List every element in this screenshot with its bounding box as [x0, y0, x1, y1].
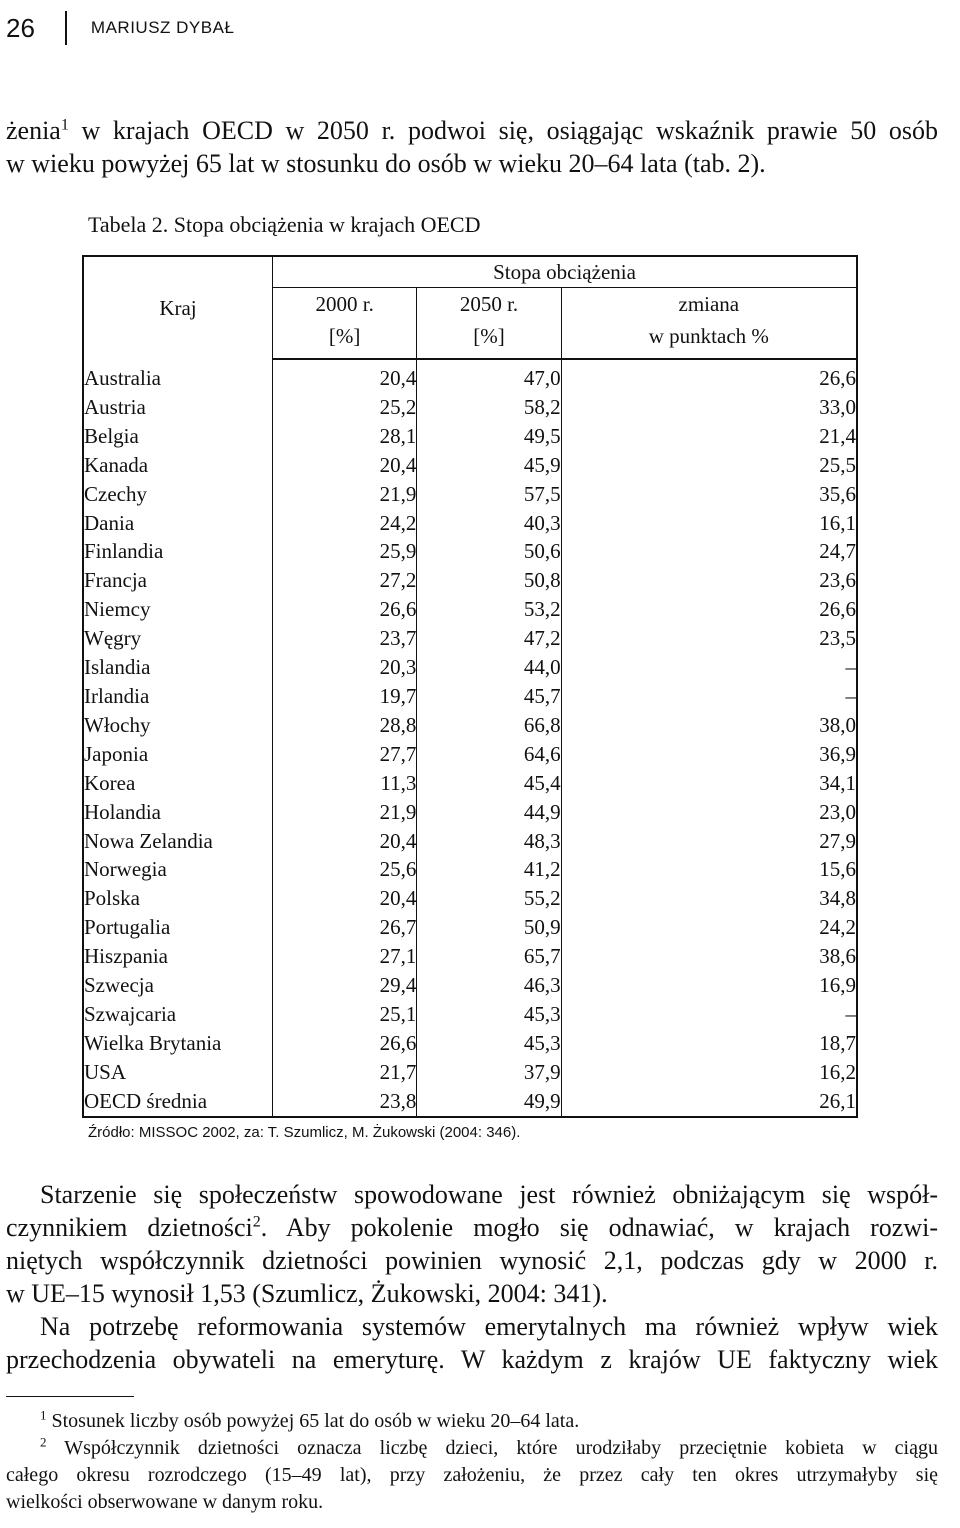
value-2000-cell: 24,2	[379, 510, 417, 535]
table-row	[83, 480, 857, 509]
table-row	[83, 595, 857, 624]
value-2000-cell: 26,7	[379, 915, 417, 940]
change-cell: 26,6	[819, 597, 856, 622]
country-cell: Węgry	[83, 624, 273, 653]
change-cell: 23,6	[819, 568, 856, 593]
value-2000-cell: 25,9	[379, 539, 417, 564]
country-cell: Włochy	[83, 711, 273, 740]
header-divider	[65, 11, 67, 45]
country-cell: USA	[83, 1058, 273, 1087]
data-table	[82, 255, 858, 1118]
country-cell: Dania	[83, 509, 273, 538]
author-name: MARIUSZ DYBAŁ	[90, 18, 235, 37]
country-cell: Nowa Zelandia	[83, 827, 273, 856]
change-cell: –	[845, 683, 856, 708]
value-2000-cell: 20,4	[379, 452, 417, 477]
header-2000: 2000 r. [%]	[273, 288, 417, 360]
footnote-divider	[6, 1396, 134, 1397]
table-row	[83, 711, 857, 740]
body-line: czynnikiem dzietności$^2$. Aby pokolenie mogło się odnawiać, w krajach rozwi-	[6, 1213, 939, 1242]
change-cell: –	[845, 655, 856, 680]
value-2000-cell: 27,2	[379, 568, 417, 593]
change-cell: 34,1	[819, 770, 856, 795]
intro-paragraph	[6, 114, 938, 180]
value-2050-cell: 65,7	[417, 942, 561, 971]
value-2000-cell: 11,3	[380, 770, 417, 795]
country-cell: Wielka Brytania	[83, 1029, 273, 1058]
table-body	[83, 359, 857, 1117]
change-cell: 26,6	[819, 366, 856, 390]
country-cell: Czechy	[83, 480, 273, 509]
value-2000-cell: 20,4	[379, 886, 417, 911]
value-2050-cell: 50,6	[417, 537, 561, 566]
change-cell: 24,7	[819, 539, 856, 564]
table-row	[83, 1029, 857, 1058]
value-2050-cell: 45,4	[417, 769, 561, 798]
country-cell: Korea	[83, 769, 273, 798]
change-cell: 21,4	[819, 423, 856, 448]
body-line: niętych współczynnik dzietności powinien wynosić 2,1, podczas gdy w 2000 r.	[6, 1246, 938, 1275]
value-2050-cell: 47,0	[417, 359, 561, 393]
country-cell: Francja	[83, 566, 273, 595]
value-2050-cell: 49,9	[417, 1087, 561, 1117]
header-2050: 2050 r. [%]	[417, 288, 561, 360]
table-row	[83, 1087, 857, 1117]
table-row	[83, 798, 857, 827]
change-cell: 33,0	[819, 394, 856, 419]
value-2050-cell: 64,6	[417, 740, 561, 769]
country-cell: Austria	[83, 393, 273, 422]
value-2000-cell: 20,4	[379, 366, 417, 390]
change-cell: 25,5	[819, 452, 856, 477]
table-row	[83, 624, 857, 653]
value-2050-cell: 58,2	[417, 393, 561, 422]
change-cell: 16,2	[819, 1059, 856, 1084]
change-cell: 27,9	[819, 828, 856, 853]
value-2000-cell: 19,7	[379, 683, 417, 708]
table-row	[83, 422, 857, 451]
table-row	[83, 359, 857, 393]
body-paragraphs	[6, 1178, 938, 1376]
table-row	[83, 855, 857, 884]
country-cell: Portugalia	[83, 913, 273, 942]
body-line: Na potrzebę reformowania systemów emerytalnych ma również wpływ wiek	[40, 1312, 938, 1341]
table-row	[83, 393, 857, 422]
footnotes	[6, 1408, 938, 1516]
header-change: zmiana w punktach %	[561, 288, 857, 360]
table-row	[83, 740, 857, 769]
table-row	[83, 537, 857, 566]
value-2000-cell: 21,7	[379, 1059, 417, 1084]
value-2000-cell: 21,9	[379, 799, 417, 824]
intro-line: w wieku powyżej 65 lat w stosunku do osób w wieku 20–64 lata (tab. 2).	[6, 149, 766, 178]
change-cell: 24,2	[819, 915, 856, 940]
table-row	[83, 769, 857, 798]
country-cell: Irlandia	[83, 682, 273, 711]
value-2050-cell: 45,3	[417, 1029, 561, 1058]
value-2000-cell: 25,2	[379, 394, 417, 419]
change-cell: 26,1	[819, 1088, 856, 1113]
value-2050-cell: 53,2	[417, 595, 561, 624]
footnote-ref: 2	[252, 1213, 261, 1231]
value-2050-cell: 66,8	[417, 711, 561, 740]
value-2000-cell: 23,8	[379, 1088, 417, 1113]
table-source: Źródło: MISSOC 2002, za: T. Szumlicz, M. Żukowski (2004: 346).	[88, 1124, 521, 1141]
table-row	[83, 682, 857, 711]
table-row	[83, 884, 857, 913]
change-cell: 15,6	[819, 857, 856, 882]
header-group: Stopa obciążenia	[273, 256, 858, 288]
country-cell: Hiszpania	[83, 942, 273, 971]
change-cell: 18,7	[819, 1030, 856, 1055]
country-cell: Japonia	[83, 740, 273, 769]
value-2050-cell: 44,9	[417, 798, 561, 827]
value-2050-cell: 48,3	[417, 827, 561, 856]
value-2000-cell: 28,8	[379, 712, 417, 737]
table-row	[83, 1058, 857, 1087]
table-row	[83, 942, 857, 971]
value-2000-cell: 26,6	[379, 1030, 417, 1055]
value-2050-cell: 37,9	[417, 1058, 561, 1087]
country-cell: Kanada	[83, 451, 273, 480]
table-row	[83, 451, 857, 480]
value-2050-cell: 55,2	[417, 884, 561, 913]
change-cell: –	[845, 1001, 856, 1026]
value-2000-cell: 28,1	[379, 423, 417, 448]
table-row	[83, 509, 857, 538]
value-2050-cell: 45,3	[417, 1000, 561, 1029]
value-2050-cell: 45,9	[417, 451, 561, 480]
footnote-2-cont: całego okresu rozrodczego (15–49 lat), przy założeniu, że przez cały ten okres utrzymałyby się	[6, 1464, 938, 1486]
change-cell: 38,6	[819, 944, 856, 969]
change-cell: 23,0	[819, 799, 856, 824]
change-cell: 38,0	[819, 712, 856, 737]
value-2000-cell: 26,6	[379, 597, 417, 622]
value-2000-cell: 27,1	[379, 944, 417, 969]
body-line: przechodzenia obywateli na emeryturę. W każdym z krajów UE faktyczny wiek	[6, 1345, 938, 1374]
country-cell: Szwajcaria	[83, 1000, 273, 1029]
value-2050-cell: 44,0	[417, 653, 561, 682]
running-head	[0, 8, 234, 48]
footnote-ref: 1	[60, 116, 69, 134]
body-line: w UE–15 wynosił 1,53 (Szumlicz, Żukowski, 2004: 341).	[6, 1279, 608, 1308]
country-cell: Holandia	[83, 798, 273, 827]
value-2000-cell: 20,4	[379, 828, 417, 853]
country-cell: Islandia	[83, 653, 273, 682]
value-2050-cell: 49,5	[417, 422, 561, 451]
country-cell: Australia	[83, 359, 273, 393]
change-cell: 34,8	[819, 886, 856, 911]
value-2000-cell: 25,6	[379, 857, 417, 882]
change-cell: 36,9	[819, 741, 856, 766]
table-caption: Tabela 2. Stopa obciążenia w krajach OECD	[88, 212, 481, 237]
table-row	[83, 1000, 857, 1029]
value-2000-cell: 23,7	[379, 626, 417, 651]
body-line: Starzenie się społeczeństw spowodowane jest również obniżającym się współ-	[40, 1180, 938, 1209]
value-2050-cell: 57,5	[417, 480, 561, 509]
table-row	[83, 827, 857, 856]
value-2000-cell: 27,7	[379, 741, 417, 766]
footnote-2-cont: wielkości obserwowane w danym roku.	[6, 1491, 324, 1513]
value-2050-cell: 40,3	[417, 509, 561, 538]
change-cell: 23,5	[819, 626, 856, 651]
value-2050-cell: 50,8	[417, 566, 561, 595]
change-cell: 35,6	[819, 481, 856, 506]
value-2050-cell: 41,2	[417, 855, 561, 884]
country-cell: Belgia	[83, 422, 273, 451]
country-cell: Finlandia	[83, 537, 273, 566]
value-2050-cell: 50,9	[417, 913, 561, 942]
change-cell: 16,9	[819, 973, 856, 998]
table-row	[83, 653, 857, 682]
value-2050-cell: 46,3	[417, 971, 561, 1000]
footnote-1: $^1$ Stosunek liczby osób powyżej 65 lat do osób w wieku 20–64 lata.	[40, 1407, 580, 1432]
value-2000-cell: 21,9	[379, 481, 417, 506]
footnote-2: $^2$ Współczynnik dzietności oznacza liczbę dzieci, które urodziłaby przeciętnie kobieta w ciągu	[40, 1434, 938, 1459]
page-number: 26	[6, 12, 35, 43]
value-2000-cell: 25,1	[379, 1001, 417, 1026]
country-cell: Niemcy	[83, 595, 273, 624]
table-row	[83, 971, 857, 1000]
intro-line: żenia$^1$ w krajach OECD w 2050 r. podwoi się, osiągając wskaźnik prawie 50 osób	[6, 116, 938, 145]
country-cell: Szwecja	[83, 971, 273, 1000]
change-cell: 16,1	[819, 510, 856, 535]
table-row	[83, 913, 857, 942]
value-2000-cell: 20,3	[379, 655, 417, 680]
country-cell: Norwegia	[83, 855, 273, 884]
table-row	[83, 566, 857, 595]
value-2000-cell: 29,4	[379, 973, 417, 998]
value-2050-cell: 47,2	[417, 624, 561, 653]
header-country: Kraj	[83, 256, 273, 359]
country-cell: Polska	[83, 884, 273, 913]
country-cell: OECD średnia	[83, 1087, 273, 1117]
value-2050-cell: 45,7	[417, 682, 561, 711]
